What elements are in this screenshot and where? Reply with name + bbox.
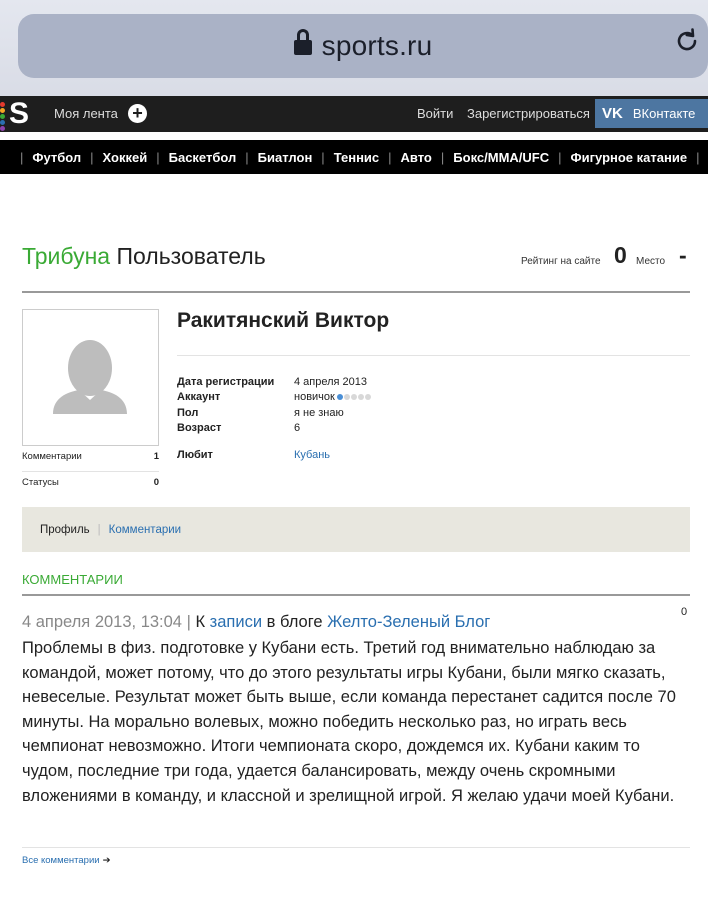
nav-item[interactable]: Фигурное катание bbox=[570, 149, 688, 165]
logo-dot bbox=[0, 126, 5, 131]
nav-separator: | bbox=[245, 149, 249, 165]
divider bbox=[22, 847, 690, 848]
page-title-sub: Пользователь bbox=[116, 243, 266, 269]
url-text[interactable]: sports.ru bbox=[321, 30, 433, 61]
likes-row bbox=[177, 449, 330, 461]
info-value: новичок bbox=[294, 391, 335, 404]
comment-prefix: К bbox=[195, 613, 206, 631]
info-value: 6 bbox=[294, 422, 301, 435]
sports-logo[interactable] bbox=[0, 96, 34, 132]
tab-separator: | bbox=[97, 523, 101, 536]
level-dot bbox=[337, 394, 343, 400]
divider bbox=[22, 594, 690, 596]
info-label: Возраст bbox=[177, 422, 222, 435]
place-value: - bbox=[679, 242, 687, 268]
blog-link[interactable]: Желто-Зеленый Блог bbox=[327, 613, 491, 631]
level-dot bbox=[344, 394, 350, 400]
info-row bbox=[177, 421, 372, 437]
info-row bbox=[177, 405, 372, 421]
comment-text: Проблемы в физ. подготовке у Кубани есть. Третий год внимательно наблюдаю за командой, может потому, что до этого результаты игры Кубани, были мягко сказать, невеселые. Результат может быть выше, если команда перестанет садится после 70 минуты. На морально волевых, можно победить несколько раз, но играть весь чемпионат невозможно. Итоги чемпионата скоро, дождемся их. Кубани каким то чудом, последние три года, удается балансировать, между очень скромными вложениями в команду, и классной и зрелищной игрой. Я желаю удачи моей Кубани. bbox=[22, 639, 676, 805]
reload-icon[interactable] bbox=[674, 28, 700, 54]
nav-separator: | bbox=[558, 149, 562, 165]
place-label: Место bbox=[636, 256, 666, 267]
all-comments-label: Все комментарии bbox=[22, 855, 100, 866]
logo-dots bbox=[0, 102, 6, 132]
nav-separator: | bbox=[696, 149, 700, 165]
logo-letter: S bbox=[9, 97, 30, 130]
nav-item[interactable]: Хоккей bbox=[102, 149, 148, 165]
add-icon[interactable]: + bbox=[128, 104, 147, 123]
rating-label: Рейтинг на сайте bbox=[521, 256, 601, 267]
address-bar[interactable] bbox=[18, 14, 708, 78]
logo-dot bbox=[0, 108, 5, 113]
nav-item[interactable]: Теннис bbox=[333, 149, 380, 165]
divider bbox=[22, 291, 690, 293]
page-title-section[interactable]: Трибуна bbox=[22, 243, 111, 269]
info-label: Дата регистрации bbox=[177, 375, 275, 388]
divider bbox=[177, 355, 690, 356]
info-value: 4 апреля 2013 bbox=[294, 375, 368, 388]
likes-label: Любит bbox=[177, 449, 213, 461]
comment-date: 4 апреля 2013, 13:04 | bbox=[22, 613, 191, 631]
info-label: Аккаунт bbox=[177, 391, 221, 404]
nav-separator: | bbox=[321, 149, 325, 165]
info-row bbox=[177, 374, 372, 390]
tab-comments[interactable]: Комментарии bbox=[108, 523, 182, 536]
profile-tabs bbox=[22, 507, 690, 552]
level-dot bbox=[365, 394, 371, 400]
all-comments-link[interactable] bbox=[22, 855, 111, 866]
vk-login-button[interactable] bbox=[595, 99, 708, 128]
nav-item[interactable]: Бокс/ММА/UFC bbox=[453, 149, 550, 165]
comment-in-blog: в блоге bbox=[266, 613, 323, 631]
side-stat-label: Статусы bbox=[22, 477, 59, 488]
nav-item[interactable]: Биатлон bbox=[257, 149, 313, 165]
register-link[interactable]: Зарегистрироваться bbox=[467, 106, 590, 121]
likes-link[interactable]: Кубань bbox=[294, 449, 331, 461]
vk-icon: VK bbox=[602, 105, 623, 122]
nav-separator: | bbox=[20, 149, 24, 165]
info-value: я не знаю bbox=[294, 406, 344, 419]
user-silhouette-icon bbox=[23, 310, 158, 445]
side-stats bbox=[22, 450, 159, 498]
arrow-right-icon: ➔ bbox=[102, 855, 111, 866]
nav-separator: | bbox=[90, 149, 94, 165]
comment-meta bbox=[22, 613, 490, 632]
logo-dot bbox=[0, 102, 5, 107]
nav-item[interactable]: Авто bbox=[400, 149, 432, 165]
browser-toolbar bbox=[0, 0, 708, 96]
account-level-indicator bbox=[337, 394, 372, 400]
rating-value: 0 bbox=[614, 242, 627, 268]
site-header bbox=[0, 96, 708, 132]
entry-link[interactable]: записи bbox=[209, 613, 263, 631]
logo-dot bbox=[0, 114, 5, 119]
side-stat-comments[interactable] bbox=[22, 450, 159, 472]
sports-nav bbox=[0, 140, 716, 174]
info-label: Пол bbox=[177, 406, 199, 419]
lock-icon bbox=[294, 37, 312, 59]
login-link[interactable]: Войти bbox=[417, 106, 454, 121]
side-stat-statuses[interactable] bbox=[22, 476, 159, 498]
nav-item[interactable]: Баскетбол bbox=[168, 149, 237, 165]
logo-dot bbox=[0, 120, 5, 125]
info-value-wrap bbox=[294, 391, 372, 403]
profile-info bbox=[177, 374, 372, 436]
user-name: Ракитянский Виктор bbox=[177, 309, 390, 332]
nav-item[interactable]: К bbox=[708, 149, 716, 165]
side-stat-label: Комментарии bbox=[22, 451, 82, 462]
tab-profile[interactable]: Профиль bbox=[40, 523, 90, 536]
comment-rating: 0 bbox=[681, 606, 688, 618]
my-feed-link[interactable]: Моя лента bbox=[54, 106, 118, 121]
info-row bbox=[177, 390, 372, 406]
level-dot bbox=[358, 394, 364, 400]
nav-separator: | bbox=[440, 149, 445, 165]
vk-label: ВКонтакте bbox=[632, 106, 696, 121]
avatar bbox=[22, 309, 159, 446]
nav-separator: | bbox=[156, 149, 160, 165]
nav-separator: | bbox=[388, 149, 392, 165]
page-title bbox=[22, 243, 266, 270]
side-stat-value: 0 bbox=[153, 477, 159, 488]
level-dot bbox=[351, 394, 357, 400]
side-stat-value: 1 bbox=[153, 451, 159, 462]
nav-item[interactable]: Футбол bbox=[32, 149, 82, 165]
section-title: КОММЕНТАРИИ bbox=[22, 572, 123, 587]
